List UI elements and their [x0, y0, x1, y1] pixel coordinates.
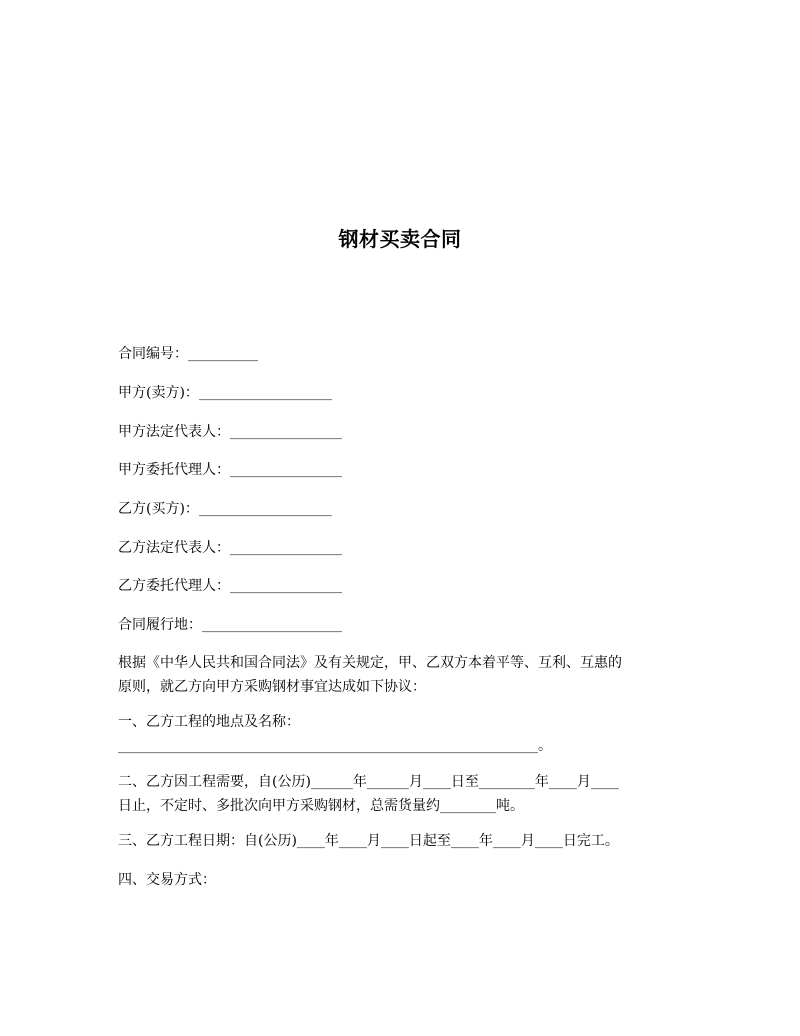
clause-4 [118, 868, 688, 892]
clause-1 [118, 710, 688, 758]
field-blank: ____________________ [202, 617, 342, 633]
clause-4-line-1: 四、交易方式： [118, 872, 216, 888]
field-blank: ___________________ [198, 501, 332, 517]
field-label: 合同履行地： [118, 617, 202, 633]
clause-1-line-1: 一、乙方工程的地点及名称： [118, 714, 300, 730]
field-blank: ________________ [230, 540, 342, 556]
field-party-b-legal-rep [118, 535, 342, 561]
intro-paragraph [118, 651, 688, 699]
field-blank: ________________ [230, 578, 342, 594]
field-blank: ________________ [230, 462, 342, 478]
field-party-a-agent [118, 457, 342, 483]
clause-1-line-2: ____________________________________________________________。 [118, 738, 552, 754]
field-label: 合同编号： [118, 346, 188, 362]
field-label: 甲方(卖方)： [118, 385, 199, 401]
field-blank: ___________________ [198, 385, 332, 401]
field-label: 乙方(买方)： [118, 501, 199, 517]
field-label: 乙方法定代表人： [118, 540, 230, 556]
clause-2-line-2: 日止，不定时、多批次向甲方采购钢材，总需货量约________吨。 [118, 798, 524, 814]
field-blank: __________ [188, 346, 258, 362]
field-label: 甲方委托代理人： [118, 462, 230, 478]
field-party-a-legal-rep [118, 419, 342, 445]
intro-line-2: 原则，就乙方向甲方采购钢材事宜达成如下协议： [118, 679, 426, 695]
clause-3-line-1: 三、乙方工程日期：自(公历)____年____月____日起至____年____月____日完工。 [118, 833, 619, 849]
clause-2-line-1: 二、乙方因工程需要，自(公历)______年______月____日至________年____月____ [118, 774, 619, 790]
field-party-b [118, 496, 332, 522]
field-contract-number [118, 341, 258, 367]
intro-line-1: 根据《中华人民共和国合同法》及有关规定，甲、乙双方本着平等、互利、互惠的 [118, 655, 622, 671]
field-label: 甲方法定代表人： [118, 424, 230, 440]
field-performance-place [118, 612, 342, 638]
field-label: 乙方委托代理人： [118, 578, 230, 594]
field-party-b-agent [118, 573, 342, 599]
field-blank: ________________ [230, 424, 342, 440]
clause-3 [118, 829, 688, 853]
clause-2 [118, 770, 688, 818]
document-title: 钢材买卖合同 [338, 227, 462, 251]
field-party-a [118, 380, 332, 406]
